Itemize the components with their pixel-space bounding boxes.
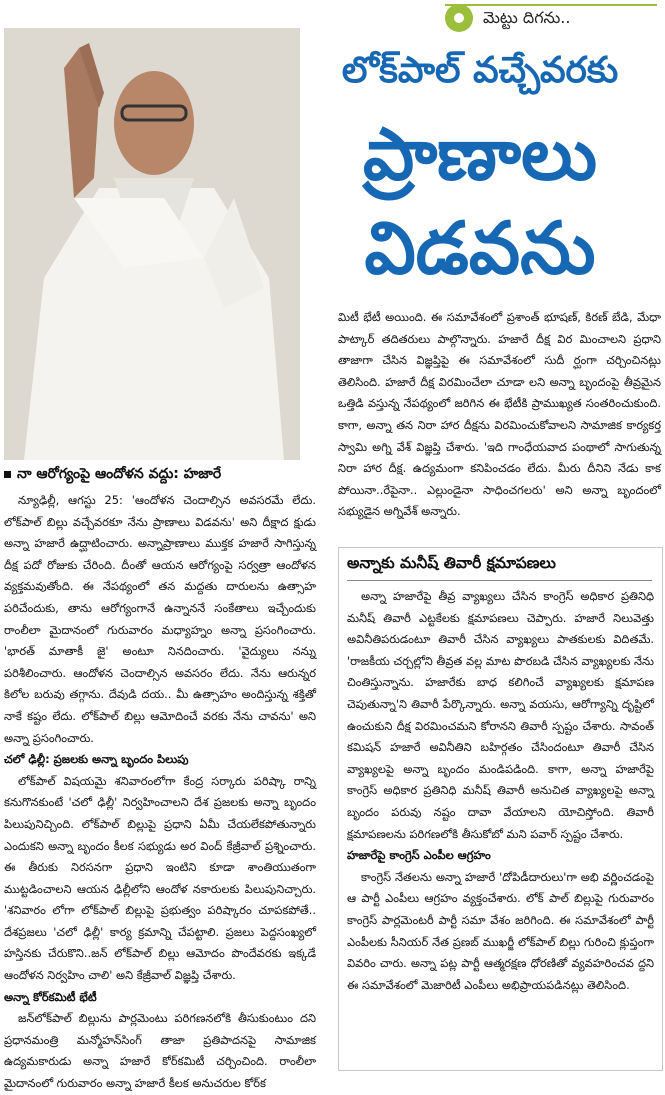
paragraph: న్యూఢిల్లీ, ఆగస్టు 25: 'ఆందోళన చెందాల్సిన అవసరమే లేదు. లోక్‌పాల్ బిల్లు వచ్చేవరకూ నేను ప్రాణాలు విడవను' అని దీక్షాద క్షుడు అన్నా హజారే ఉద్ఘాటించారు. అన్నాప్రాణాలు ముక్తక హజారే సాగిస్తున్న దీక్ష పదో రోజుకు చేరింది. దీంతో ఆయన ఆరోగ్యంపై సర్వత్రా ఆందోళన వ్యక్తమవుతోంది. ఈ నేపథ్యంలో తన మద్దతు దారులను ఉత్సాహ పరిచేందుకు, తాను ఆరోగ్యంగానే ఉన్నాననే సంకేతాలు ఇచ్చేందుకు రాంలీలా మైదానంలో గురువారం మధ్యాహ్నం అన్నా ప్రసంగించారు. 'భారత్ మాతాకీ జై' అంటూ నినదించారు. 'వైద్యులు నన్ను పరిశీలించారు. ఆందోళన చెందాల్సిన అవసరం లేదు. నేను ఆరున్నర కిలోల బరువు తగ్గాను. దేవుడి దయ.. మీ ఉత్సాహం అందిస్తున్న శక్తితో నాకే కష్టం లేదు. లోక్‌పాల్ బిల్లు ఆమోదించే వరకు నేను చావను' అని అన్నా ప్రసంగించారు. bbox=[4, 493, 316, 745]
box-title: అన్నాకు మనీష్ తివారీ క్షమాపణలు bbox=[347, 554, 556, 572]
bullet-square-icon bbox=[4, 471, 11, 478]
divider bbox=[347, 580, 652, 581]
left-column-heading bbox=[4, 466, 304, 485]
headline-line1: ప్రాణాలు bbox=[362, 112, 598, 196]
right-article-body bbox=[338, 307, 661, 535]
subheading-core-committee: అన్నా కోర్‌కమిటీ భేటీ bbox=[4, 989, 97, 1004]
paragraph: అన్నా హజారేపై తీవ్ర వ్యాఖ్యలు చేసిన కాంగ్రెస్ అధికార ప్రతినిధి మనీష్ తివారీ ఎట్టకేలకు క్షమాపణలు చెప్పారు. హజారే నిలువెత్తు అవినీతిపరుడంటూ తివారీ చేసిన వ్యాఖ్యలు పాతకులకు విదితమే. 'రాజకీయ చర్చల్లోని తీవ్రత వల్ల మాట పొరబడి చేసిన వ్యాఖ్యలకు నేను చింతిస్తున్నాను. హజారేకు బాధ కలిగించే వ్యాఖ్యలకు క్షమాపణ చెపుతున్నా'ని తివారీ పేర్కొన్నారు. అన్నా వయసు, ఆరోగ్యాన్ని దృష్టిలో ఉంచుకుని దీక్ష విరమించమని కోరానని తివారీ స్పష్టం చేశారు. సావంత్ కమిషన్ హజారే అవినీతిని బహిర్గతం చేసిందంటూ తివారీ చేసిన వ్యాఖ్యలపై అన్నా బృందం మండిపడింది. కాగా, అన్నా హజారేపై కాంగ్రెస్ అధికార ప్రతినిధి మనీష్ తివారీ అనుచిత వ్యాఖ్యలపై అన్నా బృందం పరువు నష్టం దావా వేయాలని యోచిస్తోంది. తివారీ క్షమాపణలను పరిగణలోకి తీసుకోబో మని పవార్ స్పష్టం చేశారు. bbox=[347, 589, 654, 841]
left-article-body bbox=[4, 490, 316, 1091]
sidebar-box-tiwari-apology bbox=[338, 547, 663, 1071]
box-body bbox=[347, 586, 654, 1066]
paragraph: జన్‌లోక్‌పాల్ బిల్లును పార్లమెంటు పరిగణనలోకి తీసుకుంటుం దని ప్రధానమంత్రి మన్మోహన్‌సింగ్ తాజా ప్రతిపాదనపై సామాజిక ఉద్యమకారుడు అన్నా హజారే కోర్‌కమిటీ చర్చించింది. రాంలీలా మైదానంలో గురువారం అన్నా హజారే కీలక అనుచరుల కోర్‌క bbox=[4, 1011, 316, 1091]
subheading-mp-anger: హజారేపై కాంగ్రెస్ ఎంపీల ఆగ్రహం bbox=[347, 848, 491, 863]
section-tag-label: మెట్టు దిగను.. bbox=[483, 8, 571, 27]
paragraph: కాంగ్రెస్ నేతలను అన్నా హజారే 'దోపిడీదారులు'గా అభి వర్ణించడంపై ఆ పార్టీ ఎంపీలు ఆగ్రహం వ్యక్తంచేశారు. లోక్ పాల్ బిల్లుపై గురువారం కాంగ్రెస్ పార్లమెంటరీ పార్టీ సమా వేశం జరిగింది. ఈ సమావేశంలో పార్టీ ఎంపీలకు సీనియర్ నేత ప్రణబ్ ముఖర్జీ లోక్‌పాల్ బిల్లు గురించి క్లుప్తంగా వివరిం చారు. అన్నా పట్ల పార్టీ ఆత్మరక్షణ ధోరణితో వ్యవహరించవ ద్దని ఈ సమావేశంలో మెజారిటీ ఎంపీలు అభిప్రాయపడినట్లు తెలిసింది. bbox=[347, 869, 654, 992]
headline-subtitle: లోక్‌పాల్ వచ్చేవరకు bbox=[341, 50, 619, 91]
paragraph: లోక్‌పాల్ విషయమై శనివారంలోగా కేంద్ర సర్కారు పరిష్కా రాన్ని కనుగొనకుంటే 'చలో ఢిల్లీ' నిర్వహించాలని దేశ ప్రజలకు అన్నా బృందం పిలుపునిచ్చింది. లోక్‌పాల్ బిల్లుపై ప్రధాని ఏమీ చేయలేకపోతున్నారు ఎందుకని అన్నా బృందం కీలక సభ్యుడు అర వింద్ కేజ్రీవాల్ ప్రశ్నించారు. ఈ తీరుకు నిరసనగా ప్రధాని ఇంటిని కూడా శాంతియుతంగా ముట్టడించాలని ఆయన ఢిల్లీలోని ఆందోళ నకారులకు పిలుపునిచ్చారు. 'శనివారం లోగా లోక్‌పాల్ బిల్లుపై ప్రభుత్వం పరిష్కారం చూపకపోతే.. దేశప్రజలు 'చలో ఢిల్లీ' కార్య క్రమాన్ని చేపట్టాలి. ప్రజలు పెద్దసంఖ్యలో హస్తినకు చేరుకొని..జన్ లోక్‌పాల్ బిల్లు ఆమోదం పొందేవరకు ఇక్కడే ఆందోళన నిర్వహిం చాలి' అని కేజ్రీవాల్ విజ్ఞప్తి చేశారు. bbox=[4, 773, 316, 983]
paragraph: మిటీ భేటీ అయింది. ఈ సమావేశంలో ప్రశాంత్ భూషణ్, కిరణ్ బేడి, మేధా పాట్కార్ తదితరులు పాల్గొన్నారు. హజారే దీక్ష విర మించాలని ప్రధాని తాజాగా చేసిన విజ్ఞప్తిపై ఈ సమావేశంలో సుదీ ర్ఘంగా చర్చించినట్లు తెలిసింది. హజారే దీక్ష విరమించేలా చూడా లని అన్నా బృందంపై తీవ్రమైన ఒత్తిడి వస్తున్న నేపథ్యంలో జరిగిన ఈ భేటీకి ప్రాముఖ్యత సంతరించుకుంది. కాగా, అన్నా తన నిరా హార దీక్షను విరమించుకోవాలని సామాజిక కార్యకర్త స్వామి అగ్ని వేశ్ విజ్ఞప్తి చేశారు. 'ఇది గాంధేయవాద పంథాలో సాగుతున్న నిరా హార దీక్ష. ఉద్యమంగా కనిపించడం లేదు. మీరు దీనిని నేడు కాక పోయినా..రేపైనా.. ఎల్లుండైనా సాధించగలరు' అని అన్నా బృందంలో సభ్యుడైన అగ్నివేశ్ అన్నారు. bbox=[338, 310, 661, 519]
subheading-chalo-delhi: చలో ఢిల్లీ: ప్రజలకు అన్నా బృందం పిలుపు bbox=[4, 752, 189, 767]
left-heading-text: నా ఆరోగ్యంపై ఆందోళన వద్దు: హజారే bbox=[17, 466, 222, 482]
section-tag bbox=[445, 4, 657, 30]
headline-line2: విడవను bbox=[364, 206, 596, 290]
section-tag-icon bbox=[445, 4, 473, 32]
photo-anna-hazare bbox=[4, 28, 300, 460]
